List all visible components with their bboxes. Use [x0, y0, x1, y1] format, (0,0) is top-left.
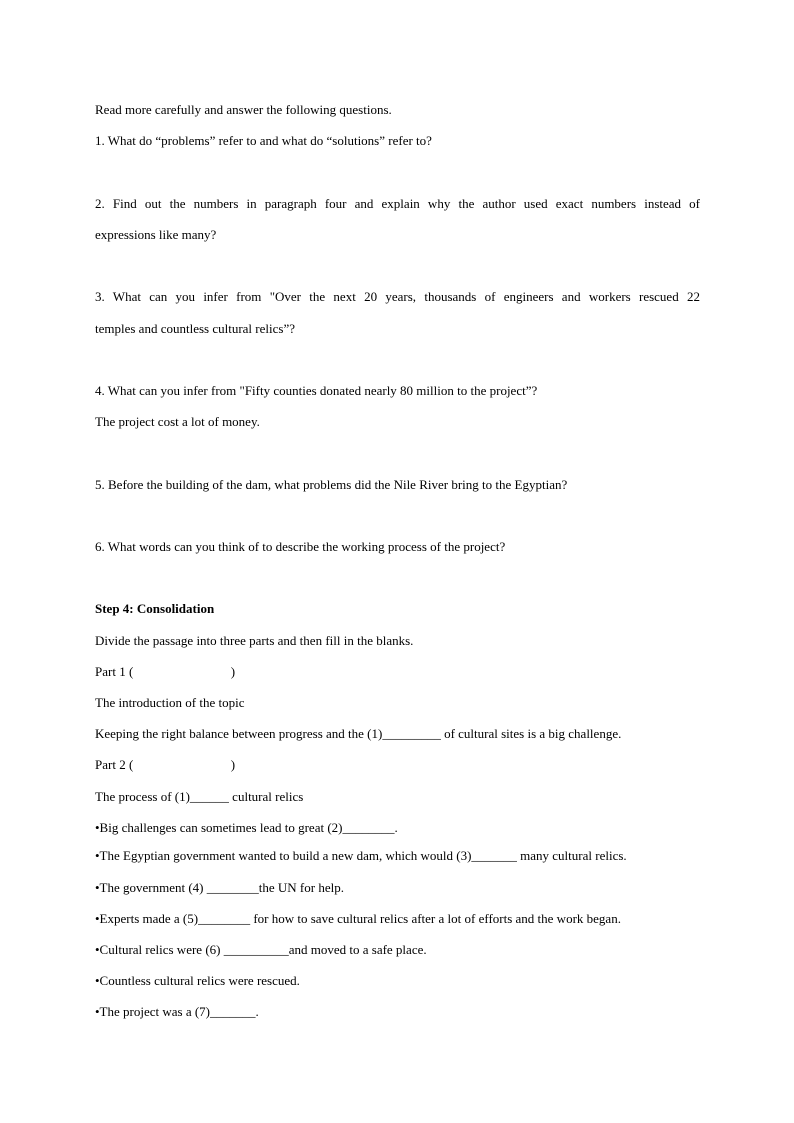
question-4-answer: The project cost a lot of money. [95, 414, 260, 429]
bullet-item: •Big challenges can sometimes lead to great (2)________. [95, 820, 398, 835]
bullet-item: •Countless cultural relics were rescued. [95, 973, 300, 988]
question-3-line-1: 3. What can you infer from "Over the next 20 years, thousands of engineers and workers rescued 22 [95, 289, 700, 304]
question-2-line-2: expressions like many? [95, 227, 217, 242]
part-2-title: The process of (1)______ cultural relics [95, 789, 304, 804]
question-3-line-2: temples and countless cultural relics”? [95, 321, 295, 336]
bullet-item: •The project was a (7)_______. [95, 1004, 259, 1019]
question-6: 6. What words can you think of to describe the working process of the project? [95, 539, 506, 554]
question-5: 5. Before the building of the dam, what problems did the Nile River bring to the Egyptian? [95, 477, 568, 492]
step-4-instruction: Divide the passage into three parts and then fill in the blanks. [95, 633, 414, 648]
question-4: 4. What can you infer from "Fifty counties donated nearly 80 million to the project”? [95, 383, 538, 398]
part-1-sentence: Keeping the right balance between progress and the (1)_________ of cultural sites is a big challenge. [95, 726, 622, 741]
question-2-line-1: 2. Find out the numbers in paragraph four and explain why the author used exact numbers instead of [95, 196, 700, 211]
question-1: 1. What do “problems” refer to and what do “solutions” refer to? [95, 133, 432, 148]
bullet-item: •Experts made a (5)________ for how to save cultural relics after a lot of efforts and the work began. [95, 911, 621, 926]
part-2-label: Part 2 ( ) [95, 757, 236, 772]
step-4-heading: Step 4: Consolidation [95, 601, 215, 616]
part-1-label: Part 1 ( ) [95, 664, 236, 679]
bullet-item: •The Egyptian government wanted to build a new dam, which would (3)_______ many cultural relics. [95, 848, 627, 863]
bullet-item: •The government (4) ________the UN for help. [95, 880, 344, 895]
bullet-item: •Cultural relics were (6) __________and moved to a safe place. [95, 942, 427, 957]
part-1-title: The introduction of the topic [95, 695, 245, 710]
intro-text: Read more carefully and answer the following questions. [95, 102, 392, 117]
